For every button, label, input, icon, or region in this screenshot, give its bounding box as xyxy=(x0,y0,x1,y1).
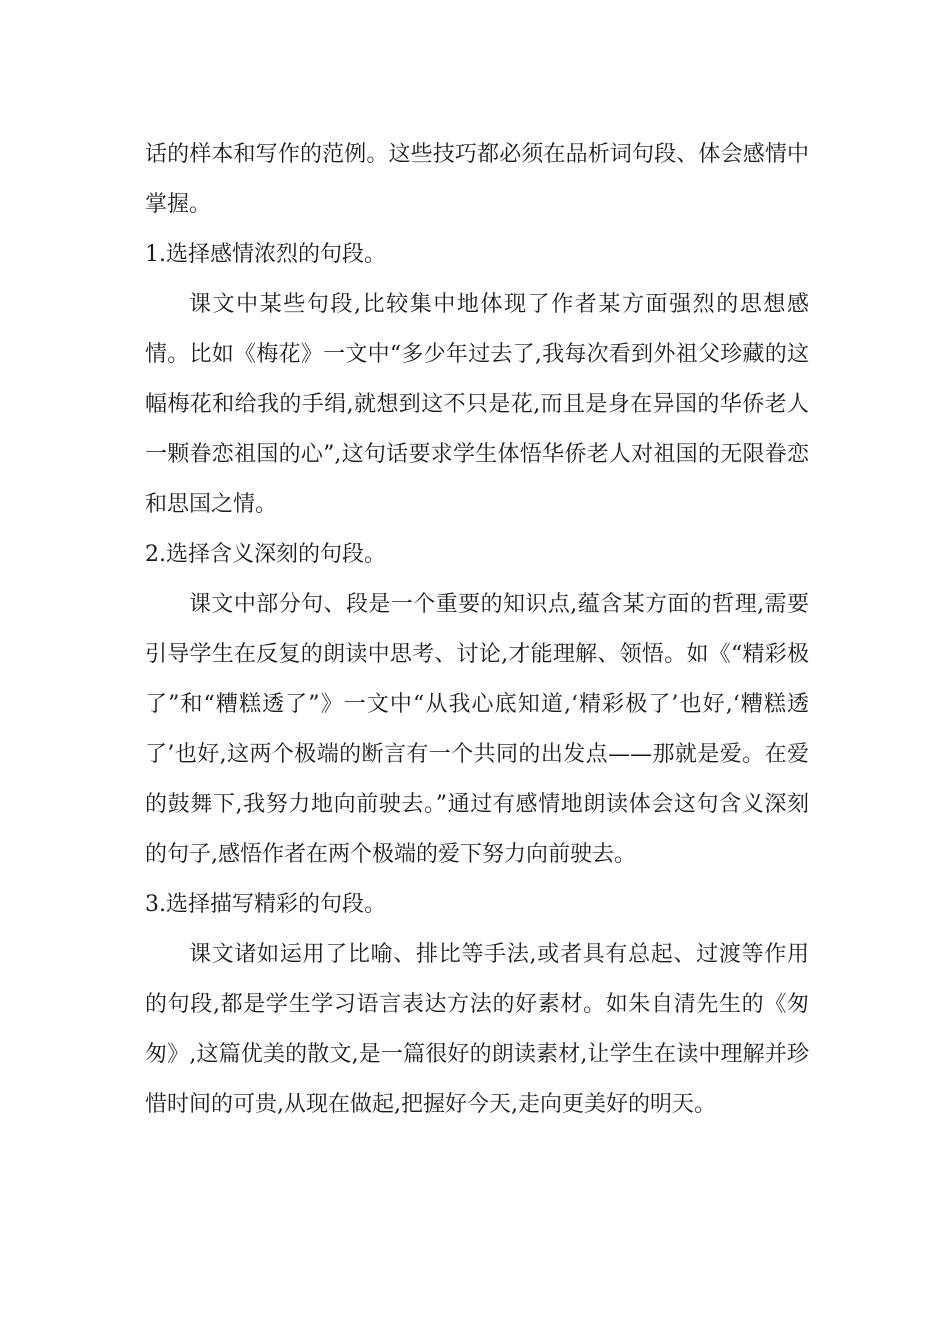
document-body xyxy=(145,130,809,1130)
section-heading-3: 3.选择描写精彩的句段。 xyxy=(145,892,386,917)
paragraph-section-2: 课文中部分句、段是一个重要的知识点,蕴含某方面的哲理,需要引导学生在反复的朗读中思考、讨论,才能理解、领悟。如《“精彩极了”和“糟糕透了”》一文中“从我心底知道,‘精彩极了’也好,‘糟糕透了’也好,这两个极端的断言有一个共同的出发点——那就是爱。在爱的鼓舞下,我努力地向前驶去。”通过有感情地朗读体会这句含义深刻的句子,感悟作者在两个极端的爱下努力向前驶去。 xyxy=(145,592,809,867)
section-heading-1: 1.选择感情浓烈的句段。 xyxy=(145,242,386,267)
paragraph-section-3: 课文诸如运用了比喻、排比等手法,或者具有总起、过渡等作用的句段,都是学生学习语言表达方法的好素材。如朱自清先生的《匆匆》,这篇优美的散文,是一篇很好的朗读素材,让学生在读中理解并珍惜时间的可贵,从现在做起,把握好今天,走向更美好的明天。 xyxy=(145,942,809,1117)
paragraph-continuation: 话的样本和写作的范例。这些技巧都必须在品析词句段、体会感情中掌握。 xyxy=(145,142,809,217)
section-heading-2: 2.选择含义深刻的句段。 xyxy=(145,542,386,567)
paragraph-section-1: 课文中某些句段,比较集中地体现了作者某方面强烈的思想感情。比如《梅花》一文中“多少年过去了,我每次看到外祖父珍藏的这幅梅花和给我的手绢,就想到这不只是花,而且是身在异国的华侨老人一颗眷恋祖国的心”,这句话要求学生体悟华侨老人对祖国的无限眷恋和思国之情。 xyxy=(145,292,809,517)
